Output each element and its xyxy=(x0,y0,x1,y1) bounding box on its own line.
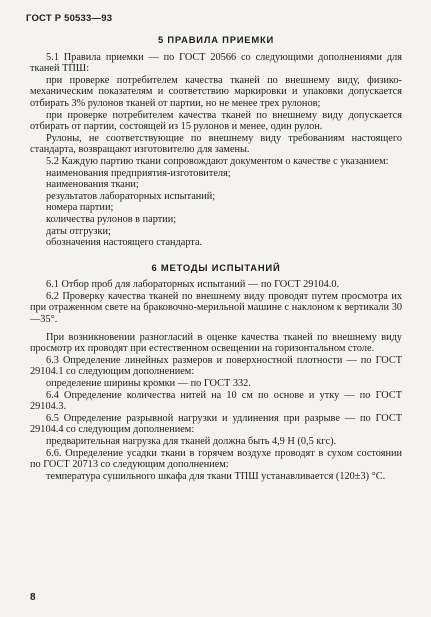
paragraph: при проверке потребителем качества тканей по внешнему виду допускается отбирать от партии, состоящей из 15 рулонов и менее, один рулон. xyxy=(30,109,402,133)
section-title: 5 ПРАВИЛА ПРИЕМКИ xyxy=(157,34,275,45)
list xyxy=(30,168,402,249)
paragraph: 6.3 Определение линейных размеров и поверхностной плотности — по ГОСТ 29104.1 со следующим дополнением: xyxy=(30,354,402,378)
paragraph: 5.1 Правила приемки — по ГОСТ 20566 со следующими дополнениями для тканей ТПШ: xyxy=(30,51,402,75)
list-item: результатов лабораторных испытаний; xyxy=(46,190,216,202)
paragraph: Рулоны, не соответствующие по внешнему виду требованиям настоящего стандарта, возвращают изготовителю для замены. xyxy=(30,132,402,156)
document-header: ГОСТ Р 50533—93 xyxy=(26,13,113,24)
paragraph: 6.6. Определение усадки ткани в горячем воздухе проводят в сухом состоянии по ГОСТ 20713 со следующим дополнением: xyxy=(30,447,402,471)
list-item: наименования предприятия-изготовителя; xyxy=(46,167,231,179)
paragraph: определение ширины кромки — по ГОСТ 332. xyxy=(46,378,251,390)
list-item: количества рулонов в партии; xyxy=(46,213,177,225)
paragraph: температура сушильного шкафа для ткани ТПШ устанавливается (120±3) °С. xyxy=(46,470,386,482)
paragraph: 6.1 Отбор проб для лабораторных испытаний — по ГОСТ 29104.0. xyxy=(46,279,340,291)
list-item: номера партии; xyxy=(46,202,114,214)
paragraph: предварительная нагрузка для тканей должна быть 4,9 Н (0,5 кгс). xyxy=(46,436,337,447)
paragraph: 5.2 Каждую партию ткани сопровождают документом о качестве с указанием: xyxy=(46,155,389,167)
paragraph: При возникновении разногласий в оценке качества тканей по внешнему виду просмотр их проводят при естественном освещении на горизонтальном столе. xyxy=(30,331,402,355)
list-item: даты отгрузки; xyxy=(46,225,111,237)
list-item: обозначения настоящего стандарта. xyxy=(46,237,203,249)
paragraph: 6.2 Проверку качества тканей по внешнему виду проводят путем просмотра их при отраженном свете на браковочно-мерильной машине с наклоном к вертикали 30—35°. xyxy=(30,290,402,326)
section-title: 6 МЕТОДЫ ИСПЫТАНИЙ xyxy=(151,261,281,273)
paragraph: 6.5 Определение разрывной нагрузки и удлинения при разрыве — по ГОСТ 29104.4 со следующим дополнением: xyxy=(30,412,402,436)
page-number: 8 xyxy=(30,592,36,603)
document-body xyxy=(30,34,402,482)
paragraph: 6.4 Определение количества нитей на 10 см по основе и утку — по ГОСТ 29104.3. xyxy=(30,389,402,413)
paragraph: при проверке потребителем качества тканей по внешнему виду, физико-механическим показателям и соответствию маркировки и упаковки допускается отбирать 3% рулонов тканей от партии, но не менее трех рулонов; xyxy=(30,74,402,109)
list-item: наименования ткани; xyxy=(46,179,139,191)
